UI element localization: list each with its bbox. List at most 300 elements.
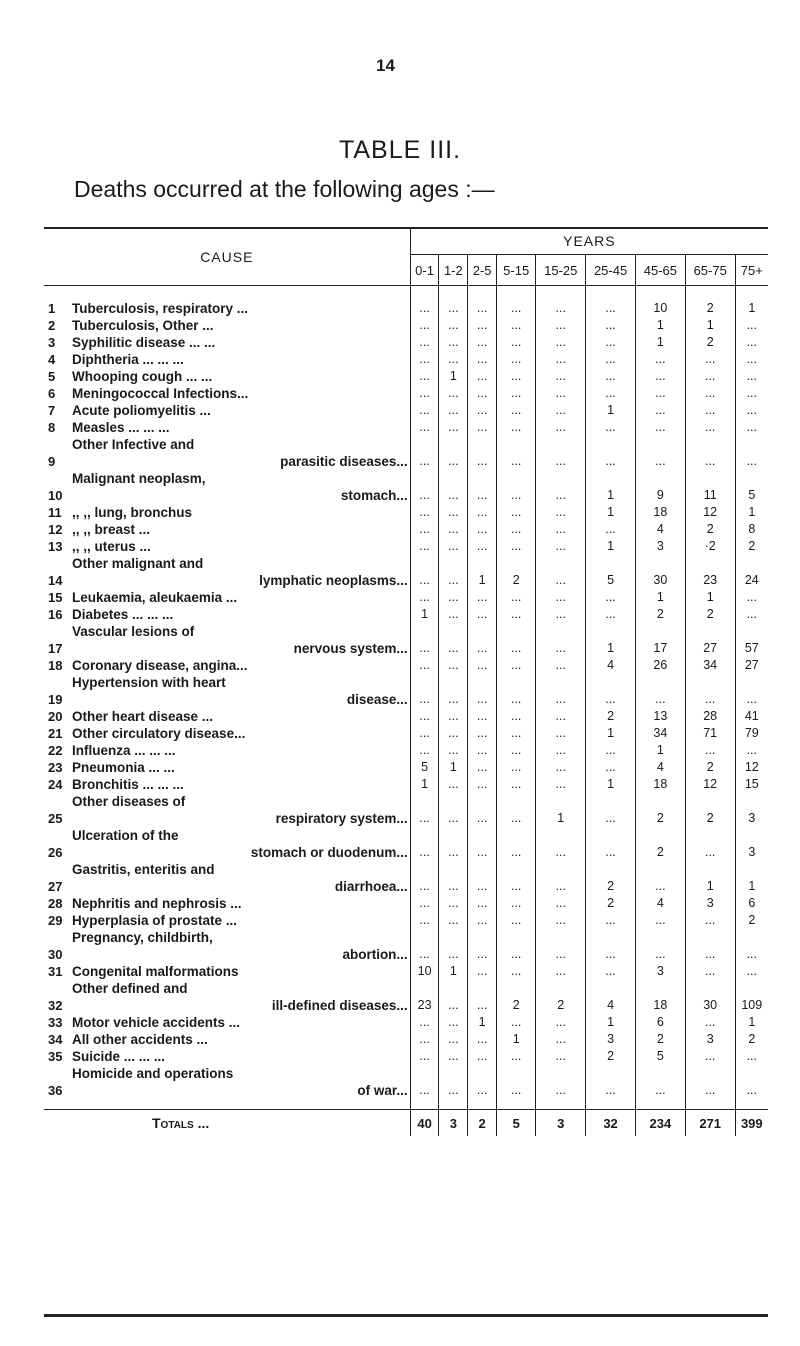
cause-line-1: ,, ,, uterus ...	[72, 539, 151, 554]
count-cell: 2	[635, 827, 685, 861]
count-cell: ...	[685, 1048, 735, 1065]
count-cell: 11	[685, 470, 735, 504]
count-cell: ...	[586, 793, 636, 827]
count-cell: 1	[735, 1014, 768, 1031]
age-header: 2-5	[468, 255, 497, 286]
count-cell: ...	[468, 725, 497, 742]
totals-row	[44, 1110, 768, 1137]
count-cell: ...	[439, 674, 468, 708]
count-cell: ...	[685, 368, 735, 385]
cause-line-1: Diabetes ... ... ...	[72, 607, 174, 622]
count-cell: 1	[735, 504, 768, 521]
age-header: 65-75	[685, 255, 735, 286]
count-cell: 3	[635, 538, 685, 555]
count-cell: 2	[635, 1031, 685, 1048]
count-cell: ...	[536, 419, 586, 436]
age-header: 45-65	[635, 255, 685, 286]
cause-line-1: Tuberculosis, Other ...	[72, 318, 214, 333]
count-cell: 10	[635, 286, 685, 318]
cause-name	[72, 827, 410, 861]
count-cell: ...	[536, 1031, 586, 1048]
count-cell: 5	[735, 470, 768, 504]
row-number: 7	[48, 403, 56, 418]
count-cell: 41	[735, 708, 768, 725]
cause-line-1: Leukaemia, aleukaemia ...	[72, 590, 238, 605]
count-cell: 2	[586, 895, 636, 912]
count-cell: 1	[410, 606, 439, 623]
count-cell: ...	[586, 419, 636, 436]
age-header: 5-15	[497, 255, 536, 286]
table-row	[44, 1014, 768, 1031]
count-cell: 2	[685, 606, 735, 623]
count-cell: ...	[536, 606, 586, 623]
count-cell: 2	[685, 759, 735, 776]
count-cell: ...	[497, 1014, 536, 1031]
count-cell: 18	[635, 776, 685, 793]
count-cell: ...	[685, 827, 735, 861]
count-cell: 23	[410, 980, 439, 1014]
count-cell: ...	[536, 827, 586, 861]
cause-line-1: Other defined and	[72, 981, 188, 996]
cause-line-1: Measles ... ... ...	[72, 420, 170, 435]
count-cell: ...	[536, 725, 586, 742]
count-cell: 1	[635, 589, 685, 606]
count-cell: ...	[685, 742, 735, 759]
count-cell: ...	[410, 385, 439, 402]
row-number: 14	[48, 573, 63, 588]
count-cell: ...	[586, 963, 636, 980]
deaths-by-age-table	[44, 228, 768, 1136]
count-cell: ...	[685, 385, 735, 402]
count-cell: ...	[439, 623, 468, 657]
count-cell: ...	[586, 334, 636, 351]
count-cell: ...	[468, 793, 497, 827]
count-cell: ...	[685, 674, 735, 708]
table-row	[44, 436, 768, 470]
count-cell: 3	[586, 1031, 636, 1048]
count-cell: ...	[497, 827, 536, 861]
count-cell: ...	[497, 742, 536, 759]
cause-line-1: Vascular lesions of	[72, 624, 195, 639]
count-cell: 12	[685, 776, 735, 793]
cause-line-1: Other malignant and	[72, 556, 204, 571]
cause-name	[72, 861, 410, 895]
count-cell: 1	[586, 725, 636, 742]
count-cell: ...	[410, 521, 439, 538]
age-header: 0-1	[410, 255, 439, 286]
count-cell: ...	[439, 1014, 468, 1031]
count-cell: ...	[635, 419, 685, 436]
count-cell: ...	[439, 504, 468, 521]
count-cell: ...	[468, 963, 497, 980]
count-cell: 2	[735, 912, 768, 929]
count-cell: ...	[536, 436, 586, 470]
count-cell: 26	[635, 657, 685, 674]
row-number: 25	[48, 811, 63, 826]
count-cell: ...	[410, 827, 439, 861]
count-cell: ...	[735, 368, 768, 385]
count-cell: ...	[685, 402, 735, 419]
count-cell: ...	[410, 538, 439, 555]
count-cell: ...	[497, 521, 536, 538]
count-cell: ...	[586, 385, 636, 402]
count-cell: 1	[536, 793, 586, 827]
count-cell: ...	[439, 929, 468, 963]
cause-line-2: stomach or duodenum...	[250, 845, 408, 860]
count-cell: ...	[586, 827, 636, 861]
count-cell: ...	[410, 725, 439, 742]
count-cell: ...	[685, 351, 735, 368]
cause-name	[72, 1048, 410, 1065]
count-cell: ...	[410, 929, 439, 963]
count-cell: ...	[685, 963, 735, 980]
cause-line-1: Homicide and operations	[72, 1066, 234, 1081]
count-cell: ...	[410, 402, 439, 419]
count-cell: ...	[635, 1065, 685, 1110]
count-cell: ...	[439, 385, 468, 402]
count-cell: ...	[439, 742, 468, 759]
count-cell: ...	[468, 1065, 497, 1110]
count-cell: ...	[497, 912, 536, 929]
count-cell: 34	[635, 725, 685, 742]
count-cell: 2	[497, 555, 536, 589]
count-cell: ...	[410, 708, 439, 725]
cause-line-1: All other accidents ...	[72, 1032, 208, 1047]
count-cell: ...	[586, 929, 636, 963]
count-cell: 109	[735, 980, 768, 1014]
cause-line-1: Diphtheria ... ... ...	[72, 352, 184, 367]
count-cell: 24	[735, 555, 768, 589]
count-cell: ...	[497, 861, 536, 895]
count-cell: ...	[410, 912, 439, 929]
count-cell: ...	[536, 742, 586, 759]
count-cell: ...	[439, 1048, 468, 1065]
count-cell: ...	[468, 286, 497, 318]
table-row	[44, 759, 768, 776]
count-cell: ...	[468, 980, 497, 1014]
count-cell: ...	[586, 759, 636, 776]
count-cell: 4	[586, 657, 636, 674]
count-cell: 79	[735, 725, 768, 742]
count-cell: ...	[497, 793, 536, 827]
count-cell: ...	[439, 1031, 468, 1048]
count-cell: ...	[635, 861, 685, 895]
cause-name	[72, 521, 410, 538]
cause-line-1: Gastritis, enteritis and	[72, 862, 215, 877]
count-cell: 27	[685, 623, 735, 657]
count-cell: ...	[439, 708, 468, 725]
count-cell: ...	[536, 759, 586, 776]
row-number: 30	[48, 947, 63, 962]
count-cell: ...	[468, 504, 497, 521]
count-cell: ...	[735, 317, 768, 334]
count-cell: ...	[468, 402, 497, 419]
count-cell: ...	[468, 861, 497, 895]
table-row	[44, 589, 768, 606]
count-cell: 1	[735, 286, 768, 318]
table-row	[44, 963, 768, 980]
count-cell: ...	[410, 1048, 439, 1065]
cause-name	[72, 419, 410, 436]
count-cell: ...	[468, 929, 497, 963]
count-cell: ...	[497, 317, 536, 334]
count-cell: ...	[735, 963, 768, 980]
age-header: 75+	[735, 255, 768, 286]
cause-name	[72, 317, 410, 334]
count-cell: 18	[635, 504, 685, 521]
count-cell: ...	[536, 895, 586, 912]
cause-line-1: Pregnancy, childbirth,	[72, 930, 213, 945]
count-cell: ...	[536, 351, 586, 368]
cause-name	[72, 470, 410, 504]
count-cell: ...	[468, 521, 497, 538]
count-cell: ...	[497, 929, 536, 963]
cause-line-2: parasitic diseases...	[280, 454, 408, 469]
count-cell: ...	[536, 776, 586, 793]
cause-name	[72, 1014, 410, 1031]
cause-name	[72, 674, 410, 708]
cause-name	[72, 929, 410, 963]
count-cell: ...	[536, 504, 586, 521]
cause-name	[72, 385, 410, 402]
totals-label: Totals ...	[44, 1110, 410, 1137]
count-cell: 2	[635, 606, 685, 623]
count-cell: ...	[410, 1014, 439, 1031]
years-header: YEARS	[410, 228, 768, 255]
count-cell: 1	[635, 742, 685, 759]
table-row	[44, 793, 768, 827]
count-cell: 1	[439, 368, 468, 385]
cause-line-1: Hypertension with heart	[72, 675, 226, 690]
cause-line-2: lymphatic neoplasms...	[259, 573, 408, 588]
count-cell: ...	[586, 317, 636, 334]
count-cell: ...	[536, 1065, 586, 1110]
cause-name	[72, 555, 410, 589]
row-number: 13	[48, 539, 63, 554]
cause-line-1: Other heart disease ...	[72, 709, 214, 724]
row-number: 21	[48, 726, 63, 741]
table-row	[44, 538, 768, 555]
count-cell: ...	[497, 436, 536, 470]
count-cell: ...	[468, 317, 497, 334]
count-cell: ...	[439, 1065, 468, 1110]
count-cell: ...	[586, 286, 636, 318]
count-cell: ...	[735, 1065, 768, 1110]
count-cell: ...	[536, 538, 586, 555]
table-row	[44, 470, 768, 504]
count-cell: 2	[635, 793, 685, 827]
count-cell: 2	[685, 793, 735, 827]
row-number: 26	[48, 845, 63, 860]
cause-line-2: disease...	[346, 692, 408, 707]
count-cell: 27	[735, 657, 768, 674]
count-cell: 5	[410, 759, 439, 776]
count-cell: ...	[410, 674, 439, 708]
cause-name	[72, 759, 410, 776]
count-cell: ...	[685, 1065, 735, 1110]
row-number: 8	[48, 420, 56, 435]
count-cell: ...	[439, 793, 468, 827]
count-cell: ...	[410, 623, 439, 657]
count-cell: 18	[635, 980, 685, 1014]
count-cell: ...	[735, 334, 768, 351]
cause-line-1: Nephritis and nephrosis ...	[72, 896, 242, 911]
count-cell: ...	[735, 402, 768, 419]
count-cell: ...	[439, 555, 468, 589]
count-cell: 1	[735, 861, 768, 895]
count-cell: ...	[536, 929, 586, 963]
total-cell: 2	[468, 1110, 497, 1137]
count-cell: 1	[635, 317, 685, 334]
count-cell: ...	[497, 657, 536, 674]
cause-name	[72, 793, 410, 827]
count-cell: 1	[586, 470, 636, 504]
cause-line-1: Suicide ... ... ...	[72, 1049, 166, 1064]
count-cell: ...	[497, 470, 536, 504]
row-number: 4	[48, 352, 56, 367]
count-cell: ...	[439, 725, 468, 742]
count-cell: ...	[497, 708, 536, 725]
table-row	[44, 504, 768, 521]
table-row	[44, 351, 768, 368]
table-row	[44, 1048, 768, 1065]
table-row	[44, 895, 768, 912]
count-cell: ...	[497, 402, 536, 419]
count-cell: ...	[468, 436, 497, 470]
count-cell: ...	[468, 912, 497, 929]
count-cell: 1	[586, 623, 636, 657]
row-number: 17	[48, 641, 63, 656]
count-cell: ...	[468, 759, 497, 776]
count-cell: ...	[410, 286, 439, 318]
count-cell: 3	[685, 1031, 735, 1048]
count-cell: 1	[586, 504, 636, 521]
count-cell: ...	[735, 606, 768, 623]
count-cell: ...	[439, 351, 468, 368]
count-cell: ...	[439, 912, 468, 929]
count-cell: 1	[410, 776, 439, 793]
count-cell: ...	[439, 470, 468, 504]
count-cell: 2	[586, 861, 636, 895]
table-row	[44, 980, 768, 1014]
table-row	[44, 286, 768, 318]
count-cell: ...	[468, 351, 497, 368]
count-cell: 1	[685, 861, 735, 895]
cause-name	[72, 657, 410, 674]
count-cell: ...	[497, 1065, 536, 1110]
table-row	[44, 606, 768, 623]
cause-line-1: Hyperplasia of prostate ...	[72, 913, 238, 928]
count-cell: 57	[735, 623, 768, 657]
count-cell: 1	[685, 589, 735, 606]
count-cell: ...	[735, 1048, 768, 1065]
cause-header: CAUSE	[44, 228, 410, 286]
count-cell: 1	[468, 1014, 497, 1031]
count-cell: ...	[468, 657, 497, 674]
age-header: 15-25	[536, 255, 586, 286]
count-cell: ...	[635, 385, 685, 402]
count-cell: ...	[410, 470, 439, 504]
count-cell: 2	[735, 538, 768, 555]
count-cell: ...	[410, 1065, 439, 1110]
total-cell: 3	[439, 1110, 468, 1137]
count-cell: ...	[735, 385, 768, 402]
count-cell: 12	[735, 759, 768, 776]
count-cell: 12	[685, 504, 735, 521]
count-cell: ...	[410, 1031, 439, 1048]
count-cell: ...	[685, 1014, 735, 1031]
count-cell: ...	[586, 589, 636, 606]
cause-name	[72, 776, 410, 793]
row-number: 2	[48, 318, 56, 333]
count-cell: ...	[735, 929, 768, 963]
count-cell: ...	[497, 623, 536, 657]
count-cell: 4	[586, 980, 636, 1014]
count-cell: ...	[497, 776, 536, 793]
table-row	[44, 929, 768, 963]
count-cell: ...	[410, 504, 439, 521]
cause-name	[72, 402, 410, 419]
cause-line-1: ,, ,, lung, bronchus	[72, 505, 192, 520]
count-cell: 2	[586, 708, 636, 725]
count-cell: ...	[410, 742, 439, 759]
count-cell: ...	[586, 368, 636, 385]
cause-name	[72, 504, 410, 521]
count-cell: ...	[586, 436, 636, 470]
count-cell: 30	[635, 555, 685, 589]
count-cell: ...	[410, 793, 439, 827]
count-cell: ...	[536, 385, 586, 402]
cause-line-1: Congenital malformations	[72, 964, 239, 979]
cause-name	[72, 725, 410, 742]
cause-line-1: Meningococcal Infections...	[72, 386, 249, 401]
count-cell: ...	[410, 589, 439, 606]
count-cell: ...	[536, 368, 586, 385]
row-number: 16	[48, 607, 63, 622]
count-cell: 1	[497, 1031, 536, 1048]
row-number: 36	[48, 1083, 63, 1098]
count-cell: ...	[536, 1014, 586, 1031]
row-number: 20	[48, 709, 63, 724]
count-cell: ...	[586, 674, 636, 708]
cause-line-1: Motor vehicle accidents ...	[72, 1015, 241, 1030]
count-cell: 17	[635, 623, 685, 657]
count-cell: ...	[439, 589, 468, 606]
count-cell: ...	[497, 674, 536, 708]
count-cell: ...	[468, 589, 497, 606]
count-cell: ...	[439, 861, 468, 895]
count-cell: ...	[586, 1065, 636, 1110]
count-cell: ...	[468, 368, 497, 385]
cause-name	[72, 708, 410, 725]
row-number: 6	[48, 386, 56, 401]
cause-name	[72, 286, 410, 318]
age-header: 25-45	[586, 255, 636, 286]
count-cell: 28	[685, 708, 735, 725]
count-cell: 4	[635, 759, 685, 776]
cause-line-1: Whooping cough ... ...	[72, 369, 213, 384]
row-number: 32	[48, 998, 63, 1013]
count-cell: ...	[497, 368, 536, 385]
table-row	[44, 402, 768, 419]
page-number: 14	[376, 56, 395, 75]
count-cell: ...	[735, 419, 768, 436]
cause-name	[72, 368, 410, 385]
row-number: 9	[48, 454, 56, 469]
cause-name	[72, 436, 410, 470]
table-row	[44, 1031, 768, 1048]
count-cell: ...	[536, 708, 586, 725]
